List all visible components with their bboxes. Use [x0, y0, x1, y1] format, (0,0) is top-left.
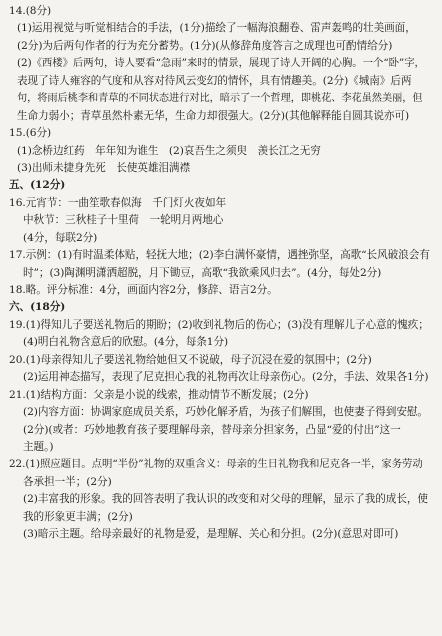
q22-answer-2a: (2)丰富我的形象。我的回答表明了我认识的改变和对父母的理解，显示了我的成长，使: [23, 493, 428, 506]
q16-answer-2: 中秋节：三秋桂子十里荷 一轮明月两地心: [23, 214, 224, 227]
q22-answer-1a: 22.(1)照应题目。点明“半份”礼物的双重含义：母亲的生日礼物我和尼克各一半，家务劳动: [9, 458, 423, 471]
q15-answer-2: (3)出师未捷身先死 长使英雄泪满襟: [17, 161, 191, 174]
q14-answer-2c: 句，将雨后桃李和青草的不同状态进行对比，暗示了一个哲理，即桃花、李花虽然美丽，但: [17, 93, 423, 105]
q17-answer-b: 时”；(3)陶渊明潇洒超脱，月下锄豆，高歌“我欲乘风归去”。(4分，每处2分): [23, 266, 382, 279]
q19-answer-a: 19.(1)得知儿子要送礼物后的期盼；(2)收到礼物后的伤心；(3)没有理解儿子心意的愧疚；: [9, 318, 429, 331]
q16-answer-1: 16.元宵节：一曲笙歌春似海 千门灯火夜如年: [9, 196, 227, 209]
section-six-heading: 六、(18分): [9, 301, 66, 314]
q18-answer: 18.略。评分标准：4分，画面内容2分，修辞、语言2分。: [9, 284, 278, 296]
q21-answer-2b: (2分)(或者：巧妙地教育孩子要理解母亲，替母亲分担家务，凸显“爱的付出”这一: [23, 423, 401, 436]
q14-answer-2d: 生命力弱小；青草虽然朴素无华，生命力却很强大。(2分)(其他解释能自圆其说亦可): [17, 109, 410, 122]
q15-answer-1: (1)念桥边红药 年年知为谁生 (2)哀吾生之须臾 羡长江之无穷: [17, 144, 321, 157]
q21-answer-2a: (2)内容方面：协调家庭成员关系，巧妙化解矛盾，为孩子们解围，也使妻子得到安慰。: [23, 406, 428, 419]
section-five-heading: 五、(12分): [9, 179, 66, 192]
q22-answer-2b: 我的形象更丰满；(2分): [23, 510, 133, 523]
q14-answer-1a: (1)运用视觉与听觉相结合的手法，(1分)描绘了一幅海浪翻卷、雷声轰鸣的壮美画面，: [17, 22, 416, 35]
q16-scoring: (4分，每联2分): [23, 231, 98, 244]
q22-answer-1b: 各承担一半；(2分): [23, 475, 112, 488]
q14-answer-2a: (2)《西楼》后两句，诗人要看“急雨”来时的情景，展现了诗人开阔的心胸。一个“卧”字，: [17, 57, 425, 70]
q14-answer-2b: 表现了诗人雍容的气度和从容对待风云变幻的情怀，具有情趣美。(2分)《城南》后两: [17, 74, 412, 87]
q20-answer-2: (2)运用神态描写，表现了尼克担心我的礼物再次让母亲伤心。(2分，手法、效果各1分): [23, 371, 429, 384]
q19-answer-b: (4)明白礼物含意后的欣慰。(4分，每条1分): [23, 336, 229, 349]
q20-answer-1: 20.(1)母亲得知儿子要送礼物给她但又不说破，母子沉浸在爱的氛围中；(2分): [9, 353, 372, 366]
q21-answer-2c: 主题。): [23, 440, 54, 453]
q14-header: 14.(8分): [9, 5, 52, 17]
q14-answer-1b: (2分)为后两句作者的行为充分蓄势。(1分)(从修辞角度答言之成理也可酌情给分): [17, 39, 393, 52]
q17-answer-a: 17.示例：(1)有时温柔体贴，轻抚大地；(2)李白满怀豪情，遇挫弥坚，高歌“长风破浪会有: [9, 249, 430, 262]
q15-header: 15.(6分): [9, 127, 52, 140]
q22-answer-3: (3)暗示主题。给母亲最好的礼物是爱，是理解、关心和分担。(2分)(意思对即可): [23, 528, 399, 541]
q21-answer-1: 21.(1)结构方面：父亲是小说的线索，推动情节不断发展；(2分): [9, 388, 309, 401]
